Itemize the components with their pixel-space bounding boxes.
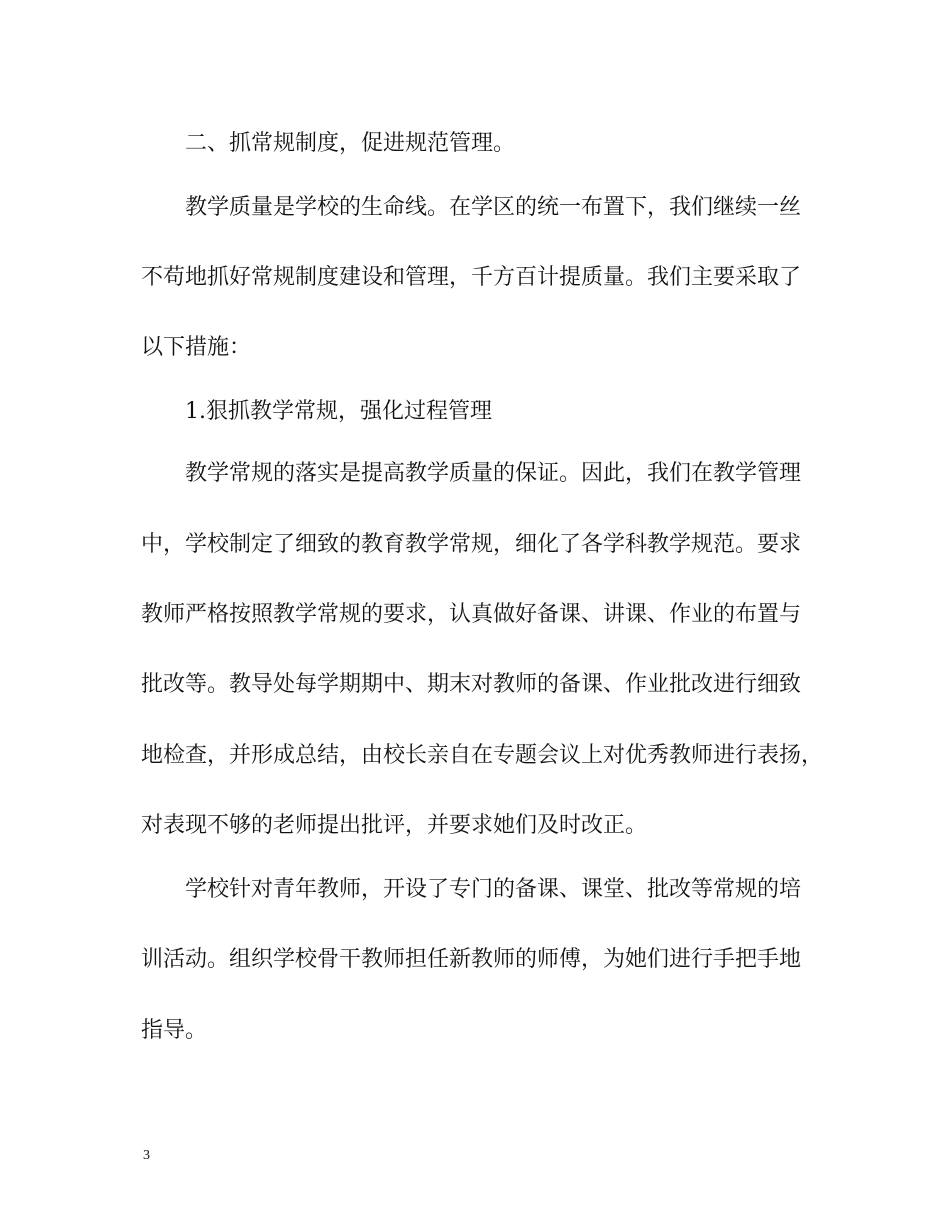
paragraph-line: 以下措施： (141, 335, 252, 360)
paragraph-line: 不苟地抓好常规制度建设和管理，千方百计提质量。我们主要采取了 (141, 265, 802, 290)
page-number: 3 (143, 1148, 150, 1163)
paragraph-line: 教学常规的落实是提高教学质量的保证。因此，我们在教学管理 (185, 461, 802, 486)
paragraph-line: 教学质量是学校的生命线。在学区的统一布置下，我们继续一丝 (185, 195, 802, 220)
paragraph-line: 中，学校制定了细致的教育教学常规，细化了各学科教学规范。要求 (141, 532, 802, 557)
section-heading: 二、抓常规制度，促进规范管理。 (185, 131, 516, 156)
paragraph-line: 指导。 (141, 1018, 208, 1043)
subsection-heading: 1.狠抓教学常规，强化过程管理 (185, 399, 492, 424)
paragraph-line: 学校针对青年教师，开设了专门的备课、课堂、批改等常规的培 (185, 877, 802, 902)
paragraph-line: 教师严格按照教学常规的要求，认真做好备课、讲课、作业的布置与 (141, 602, 802, 627)
paragraph-line: 训活动。组织学校骨干教师担任新教师的师傅，为她们进行手把手地 (141, 947, 802, 972)
paragraph-line: 地检查，并形成总结，由校长亲自在专题会议上对优秀教师进行表扬， (141, 743, 824, 768)
paragraph-line: 对表现不够的老师提出批评，并要求她们及时改正。 (141, 813, 648, 838)
paragraph-line: 批改等。教导处每学期期中、期末对教师的备课、作业批改进行细致 (141, 672, 802, 697)
